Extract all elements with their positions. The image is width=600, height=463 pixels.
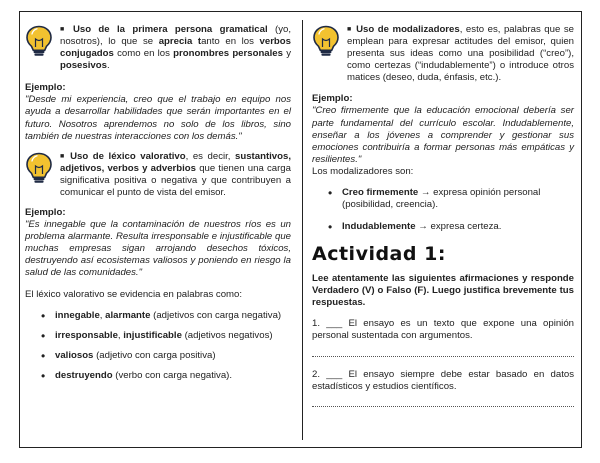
- lightbulb-icon: [312, 25, 340, 58]
- answer-line[interactable]: [312, 346, 574, 357]
- question-number: 1. ___: [312, 318, 343, 330]
- lexicon-list: [41, 310, 291, 382]
- example-label: Ejemplo:: [25, 207, 66, 219]
- section-valorative-lexicon: [25, 151, 291, 199]
- example-text: "Creo firmemente que la educación emocional debería ser parte fundamental del currículo escolar. Indudablemente, enseñar a los jóvenes a comprender y gestionar sus emociones contribuiría a formar personas más empáticas y resilientes.": [312, 105, 574, 165]
- example-label: Ejemplo:: [312, 93, 353, 105]
- square-bullet-icon: ■: [60, 26, 69, 33]
- list-item: • irresponsable, injustificable (adjetivos negativos): [41, 330, 291, 342]
- column-divider: [302, 20, 303, 440]
- example-text: "Desde mi experiencia, creo que el trabajo en equipo nos ayuda a desarrollar habilidades que serán importantes en el futuro. Nosotros aprendemos no solo de los libros, sino también de nuestras interacciones con los demás.": [25, 94, 291, 142]
- activity-instructions: Lee atentamente las siguientes afirmaciones y responde Verdadero (V) o Falso (F). Luego justifica brevemente tus respuestas.: [312, 273, 574, 309]
- question-2: 2. ___ El ensayo siempre debe estar basado en datos estadísticos y estudios científicos.: [312, 368, 574, 392]
- answer-line[interactable]: [312, 396, 574, 407]
- list-item: • Creo firmemente → expresa opinión personal (posibilidad, creencia).: [328, 187, 574, 211]
- first-person-text: ■ Uso de la primera persona gramatical (yo, nosotros), lo que se aprecia tanto en los verbos conjugados como en los pronombres personales y posesivos.: [60, 24, 292, 72]
- square-bullet-icon: ■: [347, 26, 353, 33]
- activity-title: Actividad 1:: [312, 243, 446, 266]
- section-modalizers: [312, 24, 574, 84]
- example-text: "Es innegable que la contaminación de nuestros ríos es un problema alarmante. Resulta irresponsable e injustificable que muchas empresas sigan arrojando desechos tóxicos, destruyendo así ecosistemas valiosos y poniendo en riesgo la salud de las comunidades.": [25, 219, 291, 279]
- list-item: • valiosos (adjetivo con carga positiva): [41, 350, 291, 362]
- right-column: [312, 24, 574, 407]
- section-first-person: [25, 24, 291, 72]
- square-bullet-icon: ■: [60, 152, 67, 160]
- lightbulb-icon: [25, 152, 53, 185]
- list-item: • Indudablemente → expresa certeza.: [328, 221, 574, 233]
- modalizers-text: ■ Uso de modalizadores, esto es, palabras que se emplean para expresar actitudes del emisor, quien presenta sus ideas como una posibilidad (“creo”), como certezas (“indudablemente”) o introduce otros matices (deseo, duda, énfasis, etc.).: [347, 24, 574, 84]
- worksheet-page: [19, 11, 582, 448]
- valorative-lexicon-text: ■ Uso de léxico valorativo, es decir, sustantivos, adjetivos, verbos y adverbios que tienen una carga significativa positiva o negativa y que contribuyen a comunicar el punto de vista del emisor.: [60, 150, 291, 198]
- question-1: 1. ___ El ensayo es un texto que expone una opinión personal sustentada con argumentos.: [312, 318, 574, 342]
- left-column: [25, 24, 291, 390]
- list-item: • innegable, alarmante (adjetivos con carga negativa): [41, 310, 291, 322]
- list-item: • destruyendo (verbo con carga negativa).: [41, 370, 291, 382]
- lightbulb-icon: [25, 25, 53, 58]
- example-label: Ejemplo:: [25, 82, 66, 94]
- modalizers-intro: Los modalizadores son:: [312, 165, 414, 177]
- lexicon-intro: El léxico valorativo se evidencia en palabras como:: [25, 289, 243, 301]
- modalizers-list: [328, 187, 574, 233]
- question-number: 2. ___: [312, 368, 343, 380]
